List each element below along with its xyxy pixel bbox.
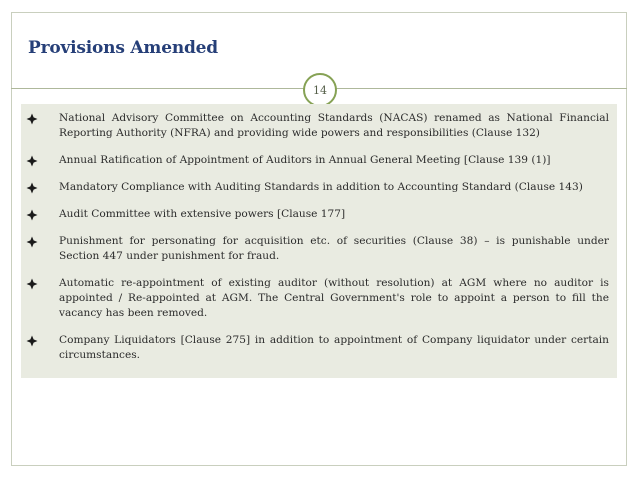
slide-title: Provisions Amended [28, 38, 218, 58]
provisions-list [21, 111, 617, 375]
diamond-bullet-icon [26, 209, 38, 221]
list-item-text: Punishment for personating for acquisition etc. of securities (Clause 38) – is punishable under Section 447 under punishment for fraud. [59, 235, 609, 262]
list-item [21, 111, 617, 141]
diamond-bullet-icon [26, 335, 38, 347]
list-item-text: Company Liquidators [Clause 275] in addition to appointment of Company liquidator under certain circumstances. [59, 334, 609, 361]
list-item [21, 276, 617, 321]
list-item-text: Automatic re-appointment of existing auditor (without resolution) at AGM where no auditor is appointed / Re-appointed at AGM. The Central Government's role to appoint a person to fill the vacancy has been removed. [59, 277, 609, 319]
list-item [21, 207, 617, 222]
list-item-text: National Advisory Committee on Accounting Standards (NACAS) renamed as National Financial Reporting Authority (NFRA) and providing wide powers and responsibilities (Clause 132) [59, 112, 609, 139]
diamond-bullet-icon [26, 113, 38, 125]
page-number-badge [303, 73, 337, 107]
list-item-text: Annual Ratification of Appointment of Auditors in Annual General Meeting [Clause 139 (1)] [59, 154, 551, 166]
page-number: 14 [313, 83, 327, 97]
list-item-text: Mandatory Compliance with Auditing Standards in addition to Accounting Standard (Clause 143) [59, 181, 583, 193]
diamond-bullet-icon [26, 155, 38, 167]
diamond-bullet-icon [26, 278, 38, 290]
list-item [21, 333, 617, 363]
list-item [21, 234, 617, 264]
list-item [21, 153, 617, 168]
list-item [21, 180, 617, 195]
diamond-bullet-icon [26, 182, 38, 194]
list-item-text: Audit Committee with extensive powers [Clause 177] [59, 208, 346, 220]
diamond-bullet-icon [26, 236, 38, 248]
